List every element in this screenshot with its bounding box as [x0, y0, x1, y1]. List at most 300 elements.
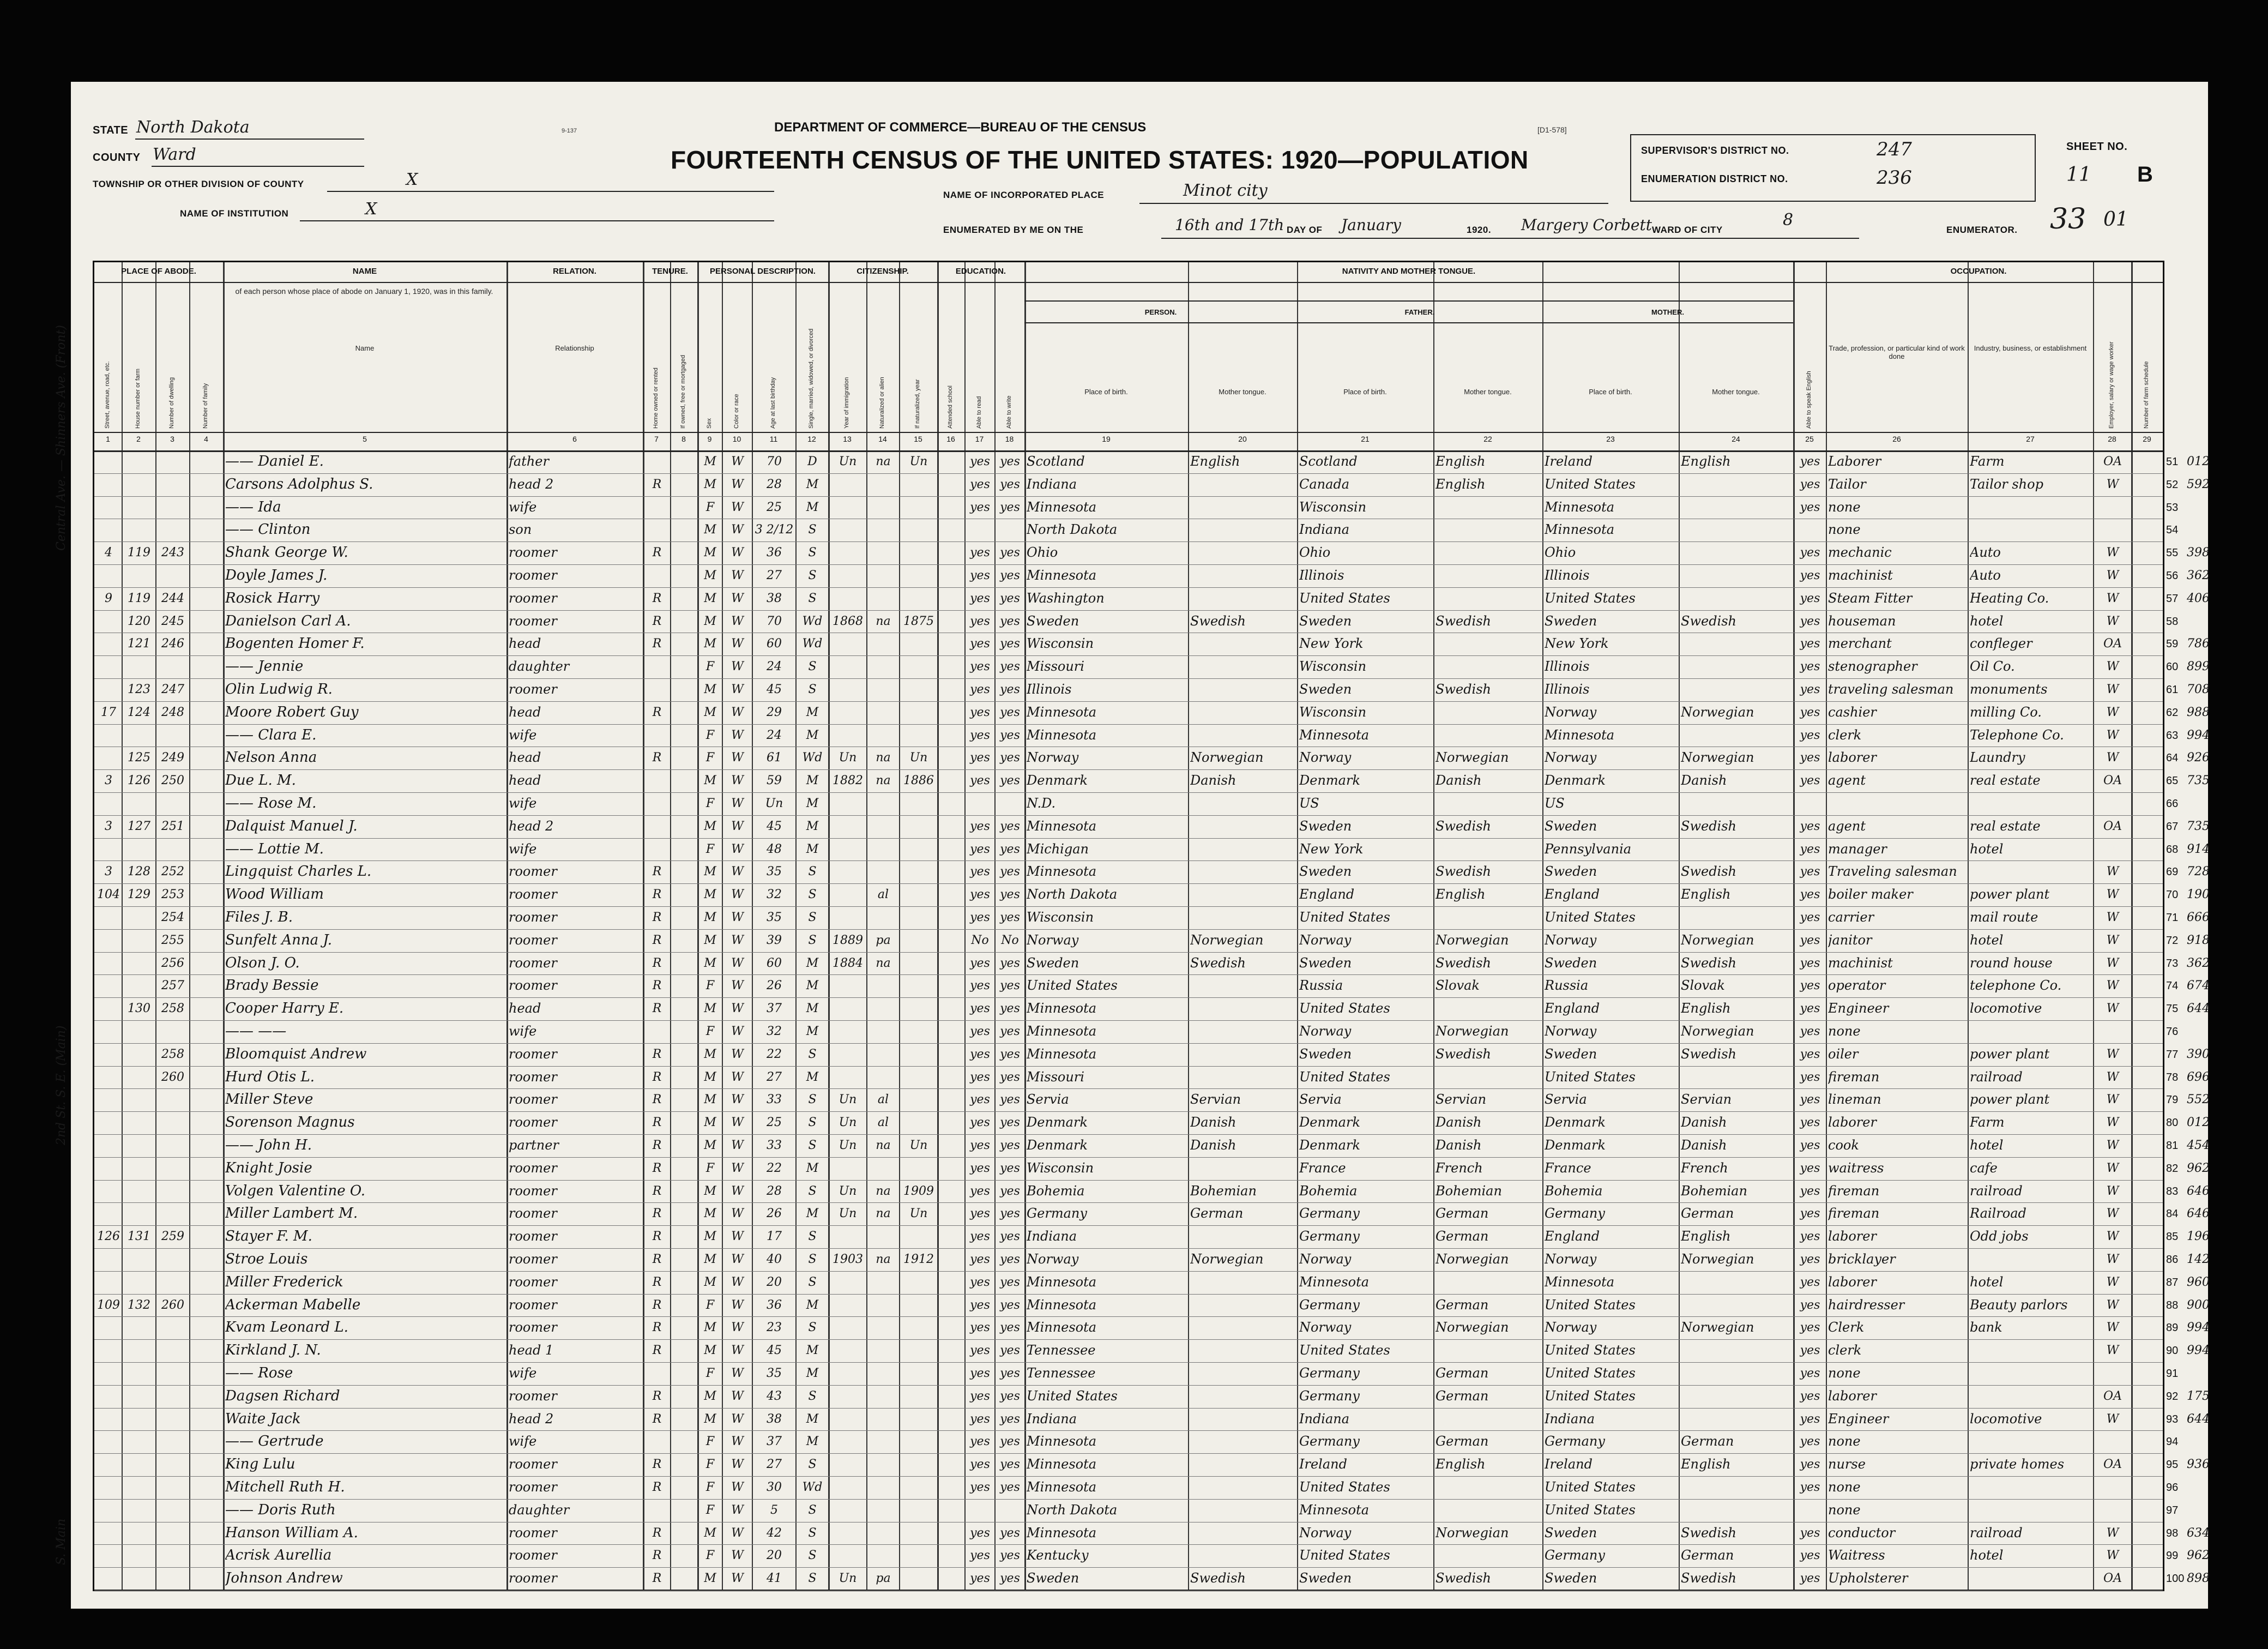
- cell-occ: mechanic: [1828, 545, 1892, 561]
- cell-name: Stayer F. M.: [225, 1228, 312, 1245]
- cell-dwelling: [158, 473, 188, 496]
- column-number: 9: [707, 435, 712, 443]
- margin-code: 190: [2187, 888, 2210, 902]
- cell-tongue: [1190, 1476, 1296, 1499]
- cell-marital: M: [806, 797, 819, 810]
- cell-family: [191, 1544, 222, 1567]
- cell-street: [96, 952, 120, 975]
- cell-tongue: Swedish: [1190, 955, 1246, 971]
- cell-rel: head: [509, 1001, 541, 1016]
- cell-fs: [2133, 1111, 2162, 1134]
- cell-imm: [830, 1385, 865, 1408]
- cell-dwelling: 255: [161, 933, 184, 947]
- cell-nat: [868, 519, 898, 541]
- cell-ind: [1970, 1430, 2092, 1453]
- cell-occ: merchant: [1828, 636, 1892, 652]
- cell-ind: power plant: [1970, 1092, 2050, 1108]
- margin-code: 735: [2187, 774, 2210, 788]
- cell-dwelling: [158, 1499, 188, 1522]
- cell-street: [96, 473, 120, 496]
- cell-write: yes: [1000, 455, 1020, 468]
- cell-race: W: [731, 477, 744, 491]
- table-row: [94, 450, 2210, 474]
- cell-sex: F: [705, 751, 715, 765]
- cell-house: [124, 1157, 154, 1180]
- cell-emp: OA: [2103, 1572, 2122, 1586]
- cell-nat: al: [877, 1093, 889, 1107]
- cell-ftongue: Norwegian: [1435, 750, 1509, 766]
- line-number: 87: [2166, 1276, 2179, 1289]
- cell-ind: Railroad: [1970, 1206, 2026, 1221]
- line-number: 94: [2166, 1436, 2179, 1448]
- margin-code: 592: [2187, 477, 2210, 491]
- form-code: 9-137: [562, 128, 577, 134]
- cell-sex: F: [705, 797, 715, 810]
- cell-ftongue: [1435, 1544, 1541, 1567]
- cell-marital: S: [808, 1275, 817, 1289]
- table-row: [94, 838, 2210, 862]
- cell-house: [124, 1522, 154, 1545]
- cell-natyr: [901, 929, 936, 952]
- table-row: [94, 1157, 2210, 1181]
- column-header: Year of immigration: [843, 377, 850, 429]
- cell-age: 36: [767, 546, 782, 560]
- cell-emp: [2095, 792, 2130, 815]
- cell-family: [191, 974, 222, 997]
- cell-rel: roomer: [509, 1251, 557, 1267]
- margin-code: [2187, 792, 2230, 815]
- column-number: 2: [136, 435, 141, 443]
- cell-race: W: [731, 1572, 744, 1586]
- cell-age: 38: [767, 591, 782, 605]
- cell-race: W: [731, 1093, 744, 1107]
- column-number: 21: [1361, 435, 1370, 443]
- cell-nat: na: [876, 455, 891, 468]
- cell-emp: W: [2106, 1230, 2119, 1244]
- cell-mpob: Bohemia: [1545, 1183, 1603, 1199]
- line-number: 51: [2166, 456, 2179, 468]
- cell-eng: yes: [1800, 1002, 1820, 1016]
- cell-nat: [868, 473, 898, 496]
- cell-name: Acrisk Aurellia: [225, 1547, 332, 1564]
- cell-marital: S: [808, 865, 817, 879]
- margin-code: 728: [2187, 865, 2210, 879]
- cell-fpob: Norway: [1299, 932, 1352, 948]
- table-row: [94, 1020, 2179, 1044]
- cell-dwelling: [158, 792, 188, 815]
- cell-fpob: United States: [1299, 1343, 1390, 1358]
- cell-nat: [868, 655, 898, 678]
- cell-fs: [2133, 1180, 2162, 1203]
- column-number: 18: [1005, 435, 1014, 443]
- cell-fpob: Sweden: [1299, 955, 1352, 971]
- cell-natyr: 1886: [903, 774, 934, 788]
- cell-write: yes: [1000, 728, 1020, 742]
- cell-family: [191, 792, 222, 815]
- cell-mpob: Sweden: [1545, 955, 1597, 971]
- cell-nat: [868, 1043, 898, 1066]
- column-header: Mother tongue.: [1712, 388, 1760, 396]
- cell-tongue: [1190, 860, 1296, 883]
- cell-dwelling: 244: [161, 591, 184, 605]
- cell-house: 124: [128, 705, 150, 719]
- cell-rel: roomer: [509, 1069, 557, 1085]
- cell-fs: [2133, 952, 2162, 975]
- cell-mtongue: [1681, 1385, 1792, 1408]
- ward-value: 8: [1783, 210, 1794, 230]
- cell-mpob: Minnesota: [1545, 1274, 1615, 1290]
- line-number: 74: [2166, 980, 2179, 992]
- cell-rel: roomer: [509, 1548, 557, 1563]
- cell-ind: Tailor shop: [1970, 476, 2043, 492]
- cell-age: 3 2/12: [755, 523, 794, 537]
- cell-street: [96, 1020, 120, 1043]
- cell-pob: Minnesota: [1027, 1320, 1097, 1335]
- cell-tongue: [1190, 1066, 1296, 1089]
- cell-name: Knight Josie: [225, 1159, 312, 1176]
- cell-mpob: England: [1545, 1001, 1600, 1016]
- cell-tenure: [645, 678, 669, 701]
- cell-read: yes: [970, 1549, 990, 1563]
- cell-eng: yes: [1800, 1275, 1820, 1289]
- cell-street: [96, 519, 120, 541]
- cell-name: Miller Lambert M.: [225, 1205, 358, 1222]
- cell-mtongue: [1681, 541, 1792, 564]
- cell-house: [124, 1202, 154, 1225]
- cell-name: Stroe Louis: [225, 1251, 308, 1267]
- line-number: 78: [2166, 1071, 2179, 1084]
- cell-read: yes: [970, 751, 990, 765]
- cell-marital: S: [808, 933, 817, 947]
- cell-race: W: [731, 1253, 744, 1266]
- cell-race: W: [731, 683, 744, 696]
- cell-read: yes: [970, 1481, 990, 1494]
- cell-name: Cooper Harry E.: [225, 1000, 344, 1017]
- cell-age: 40: [767, 1253, 782, 1266]
- cell-fs: [2133, 906, 2162, 929]
- nativity-subgroup: MOTHER.: [1651, 308, 1684, 316]
- cell-pob: North Dakota: [1027, 1502, 1118, 1518]
- cell-marital: S: [808, 1503, 817, 1517]
- cell-mtongue: Swedish: [1681, 613, 1736, 629]
- cell-marital: M: [806, 500, 819, 514]
- cell-ftongue: [1435, 633, 1541, 655]
- column-header: If naturalized, year: [914, 379, 921, 429]
- department-heading: DEPARTMENT OF COMMERCE—BUREAU OF THE CENSUS: [774, 120, 1147, 135]
- cell-natyr: [901, 906, 936, 929]
- cell-fs: [2133, 1408, 2162, 1431]
- cell-street: [96, 1522, 120, 1545]
- cell-name: Sorenson Magnus: [225, 1114, 355, 1131]
- cell-ftongue: Norwegian: [1435, 1320, 1509, 1335]
- cell-rel: daughter: [509, 1502, 570, 1518]
- cell-name: —— ——: [225, 1023, 287, 1039]
- cell-ind: locomotive: [1970, 1411, 2042, 1427]
- cell-ind: Telephone Co.: [1970, 727, 2064, 743]
- cell-street: [96, 1271, 120, 1294]
- cell-tenure: R: [652, 1253, 662, 1266]
- line-number: 91: [2166, 1368, 2179, 1380]
- cell-sex: M: [704, 591, 716, 605]
- cell-tenure: [645, 792, 669, 815]
- column-number: 15: [914, 435, 922, 443]
- cell-tongue: [1190, 701, 1296, 724]
- cell-write: yes: [1000, 660, 1020, 674]
- cell-race: W: [731, 1230, 744, 1244]
- column-group-header: CITIZENSHIP.: [856, 267, 909, 276]
- cell-family: [191, 450, 222, 473]
- cell-natyr: [901, 974, 936, 997]
- margin-code: 988: [2187, 705, 2210, 719]
- cell-fpob: Russia: [1299, 978, 1343, 994]
- cell-nat: [868, 906, 898, 929]
- cell-natyr: 1875: [903, 614, 934, 628]
- cell-eng: yes: [1800, 500, 1820, 514]
- cell-eng: yes: [1800, 1025, 1820, 1038]
- line-number: 81: [2166, 1140, 2179, 1152]
- cell-write: yes: [1000, 1093, 1020, 1107]
- cell-sex: M: [704, 1047, 716, 1061]
- cell-tongue: [1190, 1294, 1296, 1317]
- cell-fs: [2133, 1362, 2162, 1385]
- cell-tongue: [1190, 906, 1296, 929]
- cell-natyr: [901, 678, 936, 701]
- cell-street: 17: [101, 705, 116, 719]
- cell-occ: manager: [1828, 841, 1887, 857]
- cell-tongue: Swedish: [1190, 613, 1246, 629]
- cell-imm: [830, 974, 865, 997]
- cell-pob: Minnesota: [1027, 1297, 1097, 1313]
- table-row: [94, 906, 2210, 930]
- cell-family: [191, 1499, 222, 1522]
- cell-natyr: [901, 1362, 936, 1385]
- cell-natyr: [901, 541, 936, 564]
- cell-fpob: New York: [1299, 841, 1364, 857]
- cell-family: [191, 1020, 222, 1043]
- margin-code: 962: [2187, 1161, 2210, 1175]
- cell-eng: yes: [1800, 546, 1820, 560]
- cell-street: 3: [105, 819, 112, 833]
- cell-occ: Clerk: [1828, 1320, 1865, 1335]
- cell-fpob: Wisconsin: [1299, 704, 1367, 720]
- cell-fs: [2133, 929, 2162, 952]
- cell-dwelling: 258: [161, 1047, 184, 1061]
- cell-fs: [2133, 1225, 2162, 1248]
- cell-occ: none: [1828, 1365, 1861, 1381]
- cell-pob: Minnesota: [1027, 727, 1097, 743]
- margin-code: 398: [2187, 546, 2210, 560]
- cell-ind: real estate: [1970, 818, 2041, 834]
- cell-read: yes: [970, 1526, 990, 1540]
- cell-tenure: R: [652, 933, 662, 947]
- cell-tenure: R: [652, 1207, 662, 1221]
- cell-natyr: [901, 952, 936, 975]
- cell-name: —— Clinton: [225, 521, 311, 538]
- cell-race: W: [731, 1389, 744, 1403]
- cell-mpob: Norway: [1545, 932, 1597, 948]
- table-row: [94, 1316, 2210, 1340]
- cell-fs: [2133, 1248, 2162, 1271]
- cell-mpob: United States: [1545, 910, 1636, 925]
- cell-age: 29: [767, 705, 782, 719]
- cell-write: yes: [1000, 1025, 1020, 1038]
- cell-fs: [2133, 1522, 2162, 1545]
- cell-sex: F: [705, 1298, 715, 1312]
- sheet-label: SHEET NO.: [2066, 141, 2128, 153]
- cell-ind: Auto: [1970, 545, 2001, 561]
- margin-code: [2187, 1362, 2230, 1385]
- margin-code: 914: [2187, 842, 2210, 856]
- cell-age: 45: [767, 819, 782, 833]
- cell-name: Ackerman Mabelle: [225, 1296, 361, 1313]
- cell-tenure: R: [652, 1298, 662, 1312]
- cell-tenure: R: [652, 979, 662, 993]
- cell-pob: Minnesota: [1027, 1046, 1097, 1062]
- cell-mpob: Ireland: [1545, 454, 1593, 469]
- table-row: [94, 860, 2210, 884]
- cell-imm: Un: [839, 455, 857, 468]
- cell-pob: Minnesota: [1027, 568, 1097, 583]
- cell-tenure: R: [652, 1161, 662, 1175]
- cell-race: W: [731, 523, 744, 537]
- cell-sex: M: [704, 523, 716, 537]
- enumeration-value: 236: [1877, 167, 1912, 189]
- cell-fpob: Wisconsin: [1299, 499, 1367, 515]
- cell-race: W: [731, 1503, 744, 1517]
- line-number: 63: [2166, 729, 2179, 742]
- cell-eng: yes: [1800, 1207, 1820, 1221]
- cell-mtongue: English: [1681, 1001, 1731, 1016]
- column-header: Home owned or rented: [653, 368, 659, 429]
- cell-ftongue: [1435, 724, 1541, 747]
- cell-ftongue: Swedish: [1435, 864, 1491, 880]
- cell-eng: yes: [1800, 1458, 1820, 1472]
- cell-read: [967, 519, 993, 541]
- cell-age: 35: [767, 1367, 782, 1380]
- cell-marital: M: [806, 774, 819, 788]
- cell-race: W: [731, 614, 744, 628]
- cell-nat: na: [876, 1139, 891, 1152]
- cell-fs: [2133, 450, 2162, 473]
- margin-code: 994: [2187, 1344, 2210, 1358]
- cell-pob: Indiana: [1027, 1411, 1077, 1427]
- cell-pob: United States: [1027, 1388, 1118, 1404]
- cell-fpob: Germany: [1299, 1229, 1360, 1244]
- cell-tongue: [1190, 838, 1296, 861]
- cell-nat: [868, 496, 898, 519]
- cell-ind: bank: [1970, 1320, 2002, 1335]
- cell-fs: [2133, 519, 2162, 541]
- column-header: Street, avenue, road, etc.: [104, 361, 111, 429]
- cell-family: [191, 1362, 222, 1385]
- table-row: [94, 541, 2210, 565]
- cell-fpob: Scotland: [1299, 454, 1358, 469]
- line-number: 61: [2166, 684, 2179, 696]
- cell-emp: W: [2106, 933, 2119, 947]
- cell-mtongue: Swedish: [1681, 864, 1736, 880]
- cell-mtongue: [1681, 1339, 1792, 1362]
- column-header: Color or race: [733, 394, 740, 429]
- cell-age: 20: [767, 1549, 782, 1563]
- cell-dwelling: [158, 1567, 188, 1590]
- cell-imm: [830, 701, 865, 724]
- cell-age: 70: [767, 614, 782, 628]
- cell-age: 32: [767, 1025, 782, 1038]
- cell-tongue: [1190, 1316, 1296, 1339]
- line-number: 88: [2166, 1299, 2179, 1311]
- cell-mtongue: [1681, 906, 1792, 929]
- cell-rel: wife: [509, 1365, 537, 1381]
- cell-eng: yes: [1800, 751, 1820, 765]
- cell-dwelling: [158, 1339, 188, 1362]
- cell-natyr: [901, 724, 936, 747]
- cell-rel: roomer: [509, 1046, 557, 1062]
- cell-race: W: [731, 1458, 744, 1472]
- cell-write: No: [1001, 933, 1019, 947]
- table-row: [94, 974, 2210, 998]
- cell-emp: W: [2106, 1344, 2119, 1358]
- cell-rel: roomer: [509, 1457, 557, 1472]
- cell-fs: [2133, 1385, 2162, 1408]
- cell-eng: [1795, 1499, 1825, 1522]
- cell-marital: M: [806, 1161, 819, 1175]
- cell-tenure: R: [652, 956, 662, 970]
- cell-street: [96, 1180, 120, 1203]
- form-id: [D1-578]: [1537, 125, 1567, 134]
- cell-street: [96, 1202, 120, 1225]
- cell-tongue: Danish: [1190, 1115, 1236, 1130]
- cell-pob: Minnesota: [1027, 1434, 1097, 1449]
- cell-read: yes: [970, 614, 990, 628]
- cell-age: 60: [767, 637, 782, 651]
- cell-mpob: Minnesota: [1545, 727, 1615, 743]
- table-row: [94, 587, 2210, 611]
- cell-ftongue: [1435, 519, 1541, 541]
- cell-street: [96, 1385, 120, 1408]
- cell-rel: head: [509, 636, 541, 652]
- cell-occ: none: [1828, 522, 1861, 538]
- cell-eng: yes: [1800, 1549, 1820, 1563]
- cell-imm: [830, 1499, 865, 1522]
- cell-sex: M: [704, 1344, 716, 1358]
- cell-nat: [868, 1522, 898, 1545]
- line-number: 83: [2166, 1185, 2179, 1197]
- cell-imm: [830, 564, 865, 587]
- township-label: TOWNSHIP OR OTHER DIVISION OF COUNTY: [93, 179, 304, 189]
- cell-natyr: [901, 1294, 936, 1317]
- cell-pob: Kentucky: [1027, 1548, 1089, 1563]
- cell-eng: yes: [1800, 1253, 1820, 1266]
- cell-age: 30: [767, 1481, 782, 1494]
- cell-read: yes: [970, 842, 990, 856]
- cell-tongue: [1190, 473, 1296, 496]
- cell-ind: [1970, 1476, 2092, 1499]
- cell-mtongue: Norwegian: [1681, 1320, 1754, 1335]
- cell-occ: Engineer: [1828, 1411, 1889, 1427]
- cell-house: [124, 564, 154, 587]
- cell-pob: Wisconsin: [1027, 1160, 1094, 1176]
- cell-race: W: [731, 1549, 744, 1563]
- cell-mpob: Germany: [1545, 1434, 1605, 1449]
- cell-sex: M: [704, 546, 716, 560]
- cell-fs: [2133, 1476, 2162, 1499]
- table-row: [94, 655, 2210, 679]
- cell-imm: [830, 1522, 865, 1545]
- cell-house: [124, 1499, 154, 1522]
- cell-occ: traveling salesman: [1828, 682, 1954, 697]
- cell-pob: Minnesota: [1027, 1024, 1097, 1039]
- cell-rel: wife: [509, 796, 537, 811]
